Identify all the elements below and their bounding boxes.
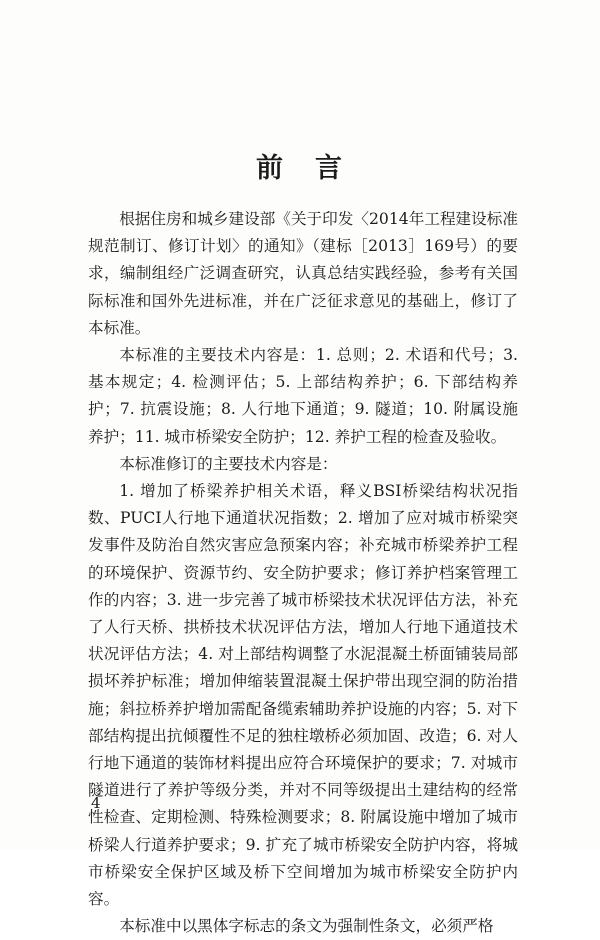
paragraph-1: 根据住房和城乡建设部《关于印发〈2014年工程建设标准规范制订、修订计划〉的通知》（建标［2013］169号）的要求，编制组经广泛调查研究，认真总结实践经验，参考有关国际标准和国外先进标准，并在广泛征求意见的基础上，修订了本标准。 bbox=[88, 210, 518, 337]
title-char-2: 言 bbox=[315, 153, 344, 184]
title-char-1: 前 bbox=[256, 153, 285, 184]
page-title bbox=[0, 146, 600, 185]
paragraph-4: 1. 增加了桥梁养护相关术语，释义BSI桥梁结构状况指数、PUCI人行地下通道状况指数；2. 增加了应对城市桥梁突发事件及防治自然灾害应急预案内容；补充城市桥梁养护工程的环境保护、资源节约、安全防护要求；修订养护档案管理工作的内容；3. 进一步完善了城市桥梁技术状况评估方法，补充了人行天桥、拱桥技术状况评估方法，增加人行地下通道技术状况评估方法；4. 对上部结构调整了水泥混凝土桥面铺装局部损坏养护标准；增加伸缩装置混凝土保护带出现空洞的防治措施；斜拉桥养护增加需配备缆索辅助养护设施的内容；5. 对下部结构提出抗倾覆性不足的独柱墩桥必须加固、改造；6. 对人行地下通道的装饰材料提出应符合环境保护的要求；7. 对城市隧道进行了养护等级分类，并对不同等级提出土建结构的经常性检查、定期检测、特殊检测要求；8. 附属设施中增加了城市桥梁人行道养护要求；9. 扩充了城市桥梁安全防护内容，将城市桥梁安全保护区域及桥下空间增加为城市桥梁安全防护内容。 bbox=[88, 482, 518, 909]
paragraph-3: 本标准修订的主要技术内容是： bbox=[119, 454, 338, 473]
page-number: 4 bbox=[91, 794, 101, 812]
body-text bbox=[88, 206, 518, 940]
paragraph-5: 本标准中以黑体字标志的条文为强制性条文，必须严格 bbox=[119, 917, 494, 936]
paragraph-2: 本标准的主要技术内容是：1. 总则；2. 术语和代号；3. 基本规定；4. 检测评估；5. 上部结构养护；6. 下部结构养护；7. 抗震设施；8. 人行地下通道；9. 隧道；10. 附属设施养护；11. 城市桥梁安全防护；12. 养护工程的检查及验收。 bbox=[88, 346, 518, 446]
